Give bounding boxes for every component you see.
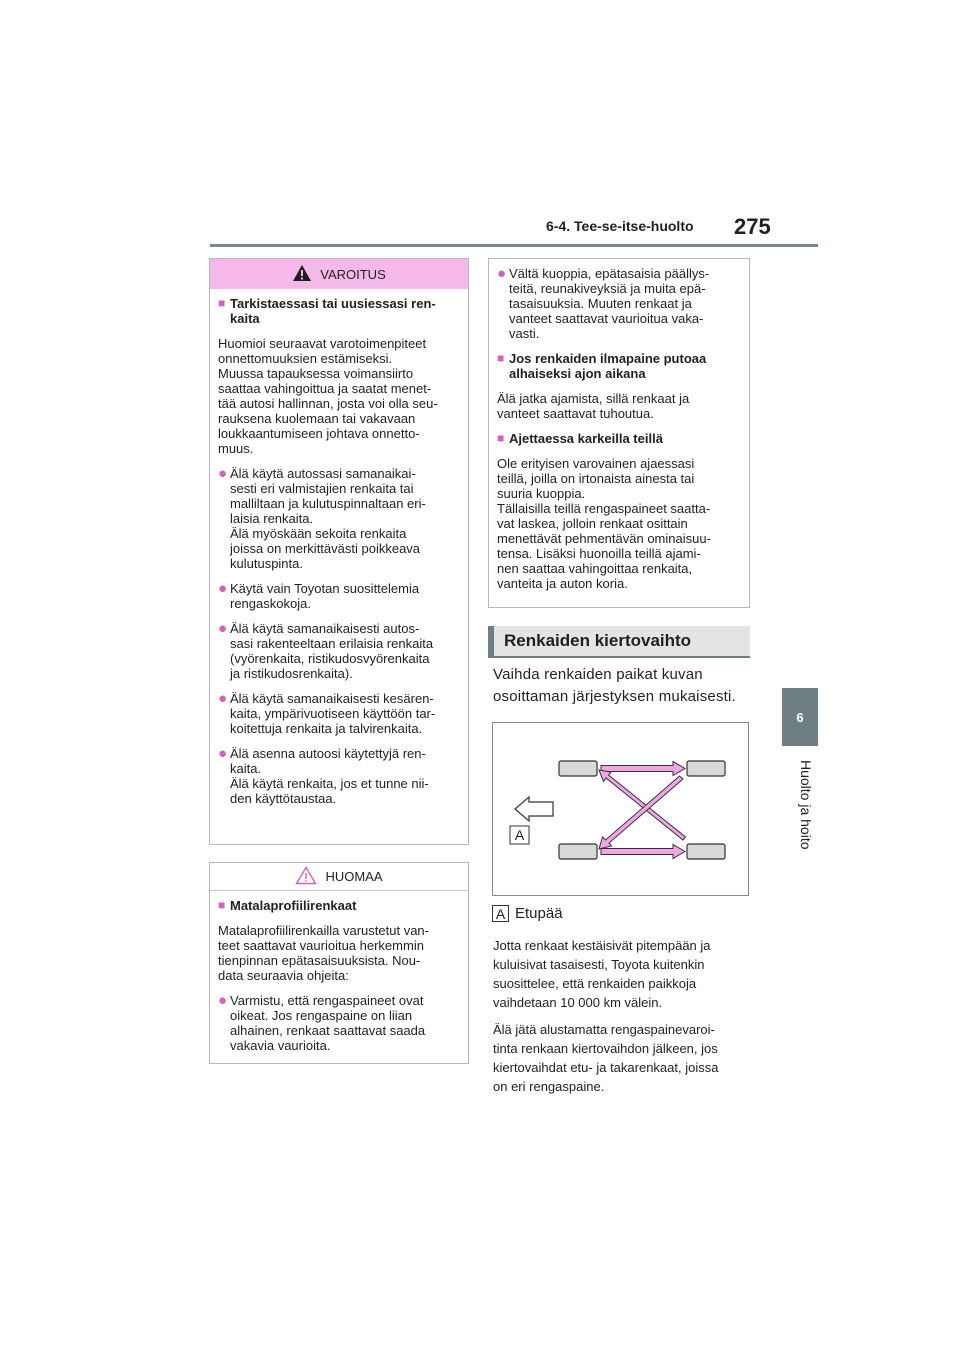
tire-rear-left — [559, 844, 597, 859]
bullet-icon: ● — [218, 465, 228, 482]
square-marker-icon: ■ — [218, 898, 226, 912]
notice-title: HUOMAA — [325, 869, 383, 884]
warning-title: VAROITUS — [320, 266, 386, 282]
square-marker-icon: ■ — [497, 351, 505, 365]
warning-bullet: ● Älä käytä samanaikaisesti kesären- kaita, ympärivuotiseen käyttöön tar- koitettuja renkaita ja talvirenkaita. — [218, 690, 436, 736]
bullet-icon: ● — [218, 745, 228, 762]
rotation-intro: Vaihda renkaiden paikat kuvan osoittaman järjestyksen mukaisesti. — [493, 666, 736, 705]
tire-rotation-diagram — [492, 722, 749, 896]
tire-front-right — [687, 761, 725, 776]
notice-intro: Matalaprofiilirenkailla varustetut van- teet saattavat vaurioitua herkemmin tienpinnan epätasaisuuksista. Nou- data seuraavia ohjeita: — [218, 923, 429, 983]
continued-text: Älä jatka ajamista, sillä renkaat ja vanteet saattavat tuhoutua. — [497, 391, 690, 421]
bullet-icon: ● — [218, 620, 228, 637]
warning-box — [209, 258, 469, 845]
diagram-label-a: A — [514, 827, 525, 843]
rotation-paragraph: Jotta renkaat kestäisivät pitempään ja kuluisivat tasaisesti, Toyota kuitenkin suosittelee, että renkaiden paikkoja vaihdetaan 10 000 km välein. — [493, 938, 711, 1010]
square-marker-icon: ■ — [497, 431, 505, 445]
legend-text: Etupää — [515, 905, 563, 922]
arrow-front-right-to-rear-left — [599, 776, 683, 849]
bullet-icon: ● — [218, 690, 228, 707]
rotation-paragraph: Älä jätä alustamatta rengaspainevaroi- tinta renkaan kiertovaihdon jälkeen, jos kiertovaihdat etu- ja takarenkaat, joissa on eri rengaspaine. — [493, 1022, 719, 1094]
warning-header — [210, 259, 468, 289]
continued-heading: ■ Jos renkaiden ilmapaine putoaa alhaiseksi ajon aikana — [497, 351, 707, 381]
arrow-rear-left-to-right — [601, 845, 685, 859]
page-number: 275 — [734, 214, 771, 239]
section-title-header: 6-4. Tee-se-itse-huolto — [546, 218, 694, 234]
tire-rear-right — [687, 844, 725, 859]
bullet-icon: ● — [497, 265, 507, 282]
notice-box — [209, 862, 469, 1064]
chapter-label: Huolto ja hoito — [798, 760, 814, 850]
notice-heading: ■ Matalaprofiilirenkaat — [218, 898, 357, 913]
front-direction-arrow-icon — [515, 797, 553, 821]
continued-text: Ole erityisen varovainen ajaessasi teillä, joilla on irtonaista ainesta tai suuria kuoppia. Tällaisilla teillä rengaspaineet saatta- vat laskea, jolloin renkaat osittain menettävät pehmentävän ominaisuu- tensa. Lisäksi huonoilla teillä ajami- nen saattaa vahingoittaa renkaita, vanteita ja auton koria. — [497, 456, 711, 591]
warning-heading: ■ Tarkistaessasi tai uusiessasi ren- kaita — [218, 296, 436, 326]
warning-bullet: ● Käytä vain Toyotan suosittelemia rengaskokoja. — [218, 580, 420, 611]
notice-header — [210, 863, 468, 891]
chapter-number: 6 — [796, 709, 804, 725]
continued-heading: ■ Ajettaessa karkeilla teillä — [497, 431, 663, 446]
bullet-icon: ● — [218, 992, 228, 1009]
warning-triangle-icon — [292, 264, 312, 285]
arrow-front-left-to-right — [601, 762, 685, 776]
header-rule — [210, 244, 818, 247]
diagram-legend — [492, 905, 563, 922]
square-marker-icon: ■ — [218, 296, 226, 310]
chapter-tab[interactable] — [782, 688, 818, 746]
continued-bullet: ● Vältä kuoppia, epätasaisia päällys- teitä, reunakiveyksiä ja muita epä- tasaisuuksia. Muuten renkaat ja vanteet saattavat vaurioitua vaka- vasti. — [497, 265, 710, 341]
warning-bullet: ● Älä asenna autoosi käytettyjä ren- kaita. Älä käytä renkaita, jos et tunne nii- den käyttötaustaa. — [218, 745, 429, 806]
warning-bullet: ● Älä käytä autossasi samanaikai- sesti eri valmistajien renkaita tai malliltaan ja kulutuspinnaltaan eri- laisia renkaita. Älä myöskään sekoita renkaita joissa on merkittävästi poikkeava kulutuspinta. — [218, 465, 426, 571]
tire-front-left — [559, 761, 597, 776]
warning-bullet: ● Älä käytä samanaikaisesti autos- sasi rakenteeltaan erilaisia renkaita (vyörenkaita, ristikudosvyörenkaita ja ristikudosrenkaita). — [218, 620, 434, 681]
legend-key: A — [492, 905, 509, 922]
notice-bullet: ● Varmistu, että rengaspaineet ovat oikeat. Jos rengaspaine on liian alhainen, renkaat saattavat saada vakavia vaurioita. — [218, 992, 426, 1053]
arrow-rear-right-to-front-left — [599, 770, 686, 840]
caution-triangle-icon — [295, 866, 317, 888]
warning-intro: Huomioi seuraavat varotoimenpiteet onnettomuuksien estämiseksi. Muussa tapauksessa voimansiirto saattaa vahingoittua ja saatat menet- tää autosi hallinnan, josta voi olla seu- rauksena kuolemaan tai vakavaan loukkaantumiseen johtava onnetto- muus. — [218, 336, 438, 456]
warning-continued-box — [488, 258, 750, 608]
bullet-icon: ● — [218, 580, 228, 597]
rotation-section-title: Renkaiden kiertovaihto — [488, 626, 750, 658]
